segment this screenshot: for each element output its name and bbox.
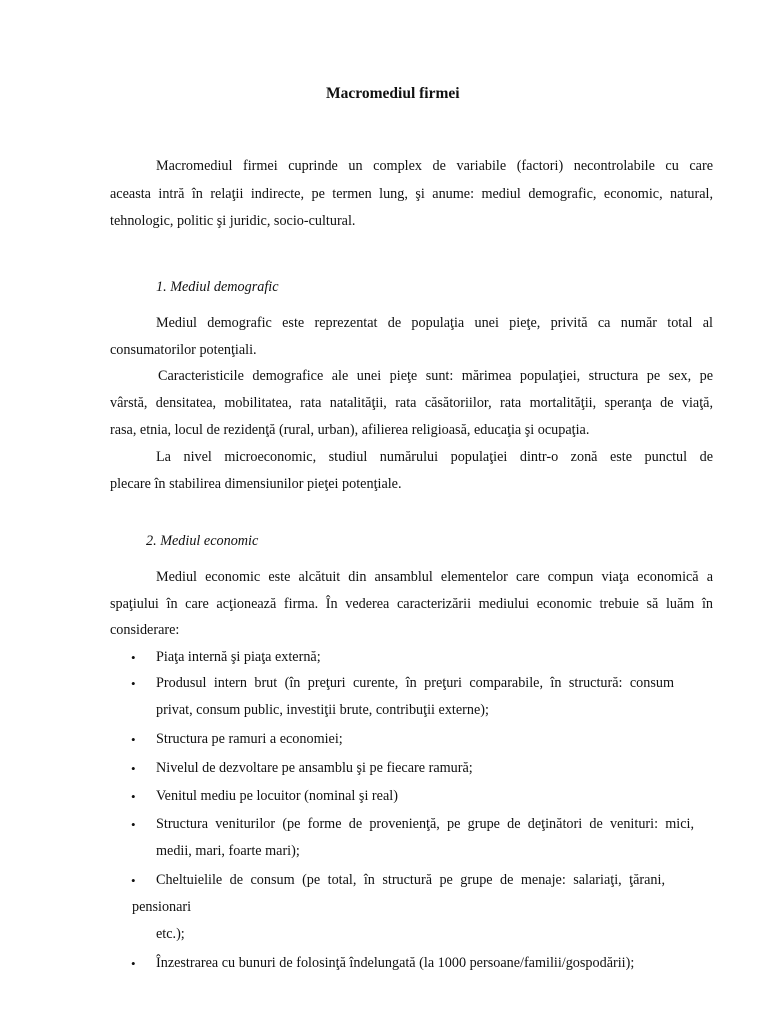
s2-p1-line-3: considerare:: [110, 622, 180, 638]
intro-line-2: aceasta intră în relaţii indirecte, pe termen lung, şi anume: mediul demografic, economic, natural,: [110, 186, 713, 202]
bullet-marker: •: [131, 789, 136, 804]
s1-p3-line-2: plecare în stabilirea dimensiunilor pieţei potenţiale.: [110, 476, 402, 492]
s1-p3-line-1: La nivel microeconomic, studiul numărului populaţiei dintr-o zonă este punctul de: [156, 449, 713, 465]
section-1-heading: 1. Mediul demografic: [156, 279, 279, 295]
intro-line-1: Macromediul firmei cuprinde un complex de variabile (factori) necontrolabile cu care: [156, 158, 713, 174]
s1-p2-line-3: rasa, etnia, locul de rezidenţă (rural, urban), afilierea religioasă, educaţia şi ocupaţia.: [110, 422, 590, 438]
bullet-marker: •: [131, 817, 136, 832]
bullet-item-6-line-1: Structura veniturilor (pe forme de provenienţă, pe grupe de deţinători de venituri: mici,: [156, 816, 694, 832]
bullet-marker: •: [131, 650, 136, 665]
bullet-item-7-line-1: Cheltuielile de consum (pe total, în structură pe grupe de menaje: salariaţi, ţărani,: [156, 872, 665, 888]
s1-p1-line-2: consumatorilor potenţiali.: [110, 342, 257, 358]
s1-p1-line-1: Mediul demografic este reprezentat de populaţia unei pieţe, privită ca număr total al: [156, 315, 713, 331]
bullet-item-7-line-2: pensionari: [132, 899, 192, 915]
s1-p2-line-2: vârstă, densitatea, mobilitatea, rata natalităţii, rata căsătoriilor, rata mortalităţii, speranţa de viaţă,: [110, 395, 713, 411]
bullet-marker: •: [131, 732, 136, 747]
bullet-marker: •: [131, 956, 136, 971]
bullet-marker: •: [131, 761, 136, 776]
intro-line-3: tehnologic, politic şi juridic, socio-cultural.: [110, 213, 356, 229]
document-title: Macromediul firmei: [326, 85, 460, 102]
bullet-item-7-line-3: etc.);: [156, 926, 185, 942]
s2-p1-line-1: Mediul economic este alcătuit din ansamblul elementelor care compun viaţa economică a: [156, 569, 713, 585]
bullet-item-2-line-1: Produsul intern brut (în preţuri curente, în preţuri comparabile, în structură: consum: [156, 675, 674, 691]
bullet-item-6-line-2: medii, mari, foarte mari);: [156, 843, 300, 859]
section-2-heading: 2. Mediul economic: [146, 533, 259, 549]
bullet-item-1: Piaţa internă şi piaţa externă;: [156, 649, 321, 665]
bullet-item-4: Nivelul de dezvoltare pe ansamblu şi pe fiecare ramură;: [156, 760, 473, 776]
bullet-item-2-line-2: privat, consum public, investiţii brute, contribuţii externe);: [156, 702, 489, 718]
bullet-marker: •: [131, 873, 136, 888]
bullet-item-3: Structura pe ramuri a economiei;: [156, 731, 343, 747]
bullet-item-5: Venitul mediu pe locuitor (nominal şi real): [156, 788, 398, 804]
bullet-marker: •: [131, 676, 136, 691]
bullet-item-8: Înzestrarea cu bunuri de folosinţă îndelungată (la 1000 persoane/familii/gospodării);: [156, 955, 635, 971]
s2-p1-line-2: spaţiului în care acţionează firma. În vederea caracterizării mediului economic trebuie să luăm în: [110, 596, 713, 612]
s1-p2-line-1: Caracteristicile demografice ale unei pieţe sunt: mărimea populaţiei, structura pe sex, pe: [158, 368, 713, 384]
